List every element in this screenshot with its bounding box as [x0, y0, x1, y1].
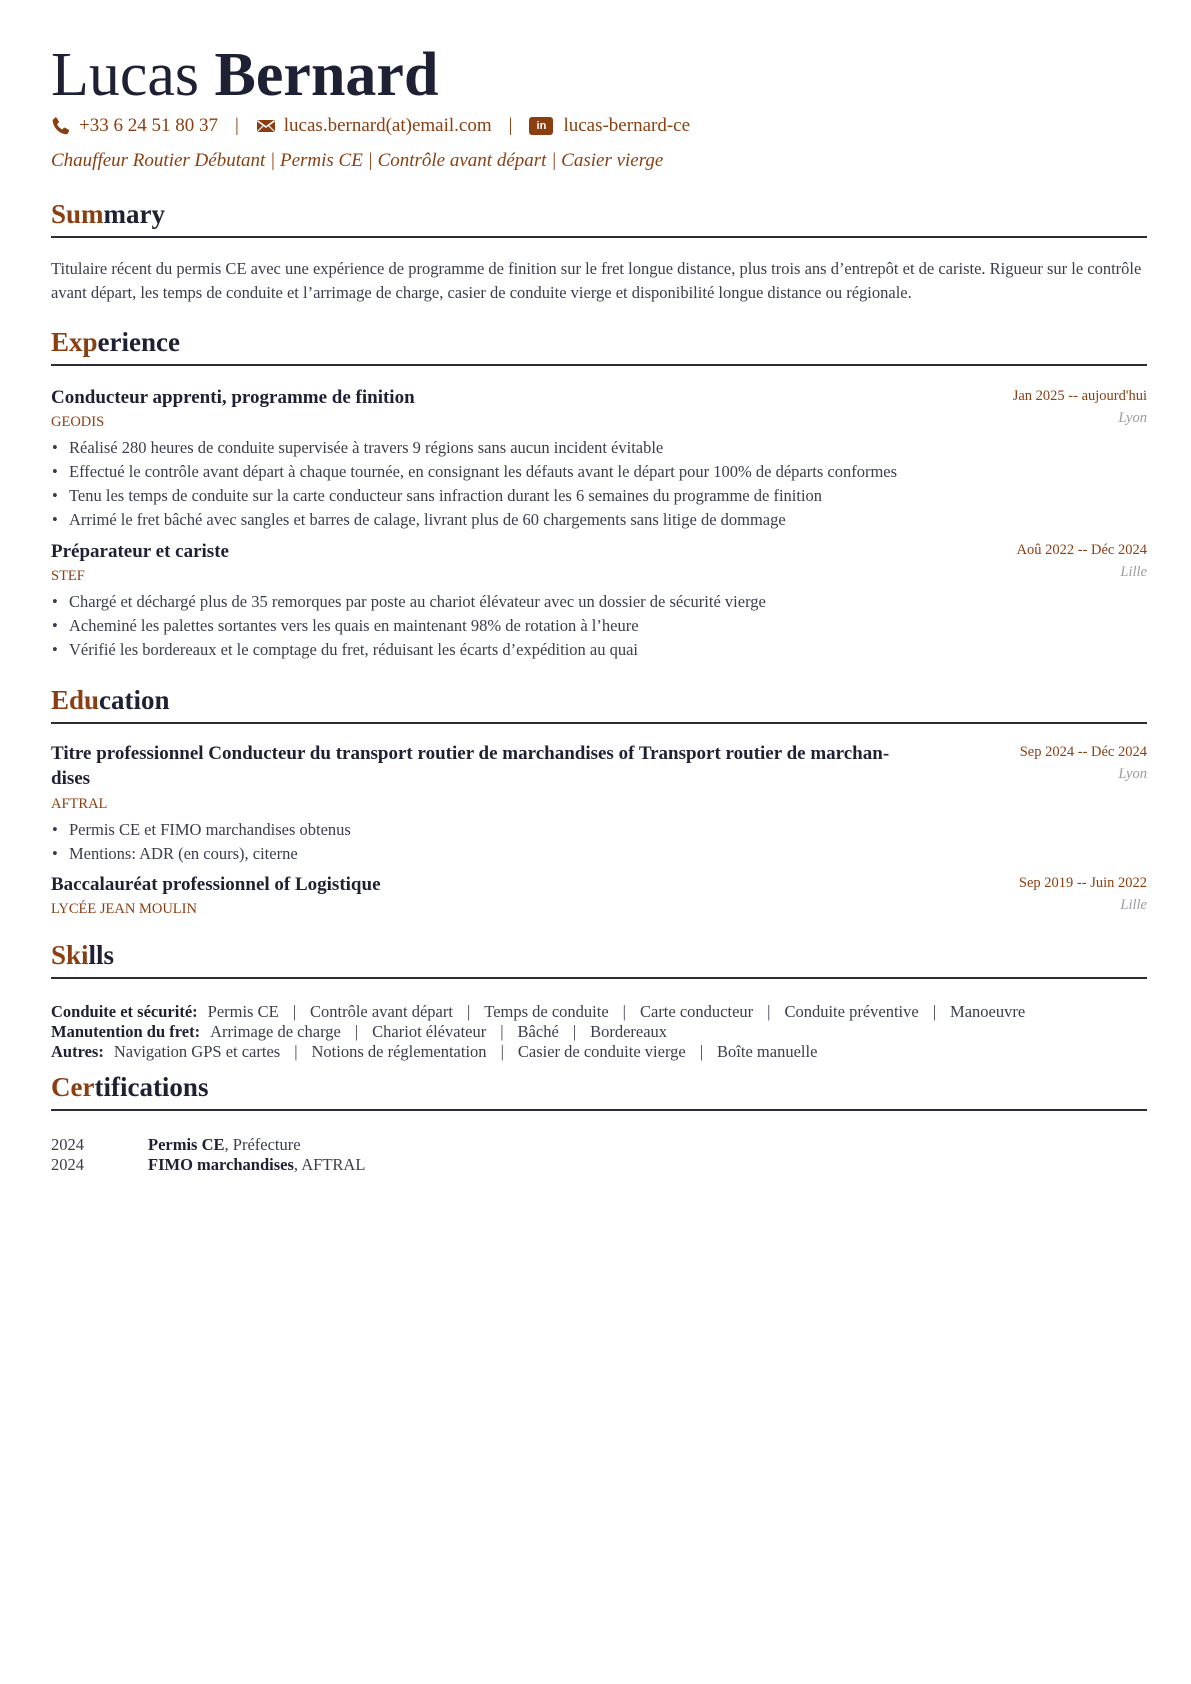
- list-item: • Permis CE et FIMO marchandises obtenus: [51, 818, 1147, 842]
- cert-issuer: , AFTRAL: [293, 1155, 366, 1174]
- skill-item: Boîte manuelle: [717, 1042, 818, 1061]
- email-link[interactable]: lucas.bernard(at)email.com: [283, 115, 492, 136]
- entry-organization: AFTRAL: [51, 796, 108, 812]
- certifications-list: [51, 1135, 1147, 1175]
- skill-item: Contrôle avant départ: [310, 1002, 453, 1021]
- section-title-summary: Summary: [51, 196, 1147, 238]
- entry-header: [51, 872, 1147, 896]
- entry-organization: LYCÉE JEAN MOULIN: [51, 901, 197, 917]
- entry-date: Jan 2025 -- aujourd'hui: [1012, 388, 1147, 404]
- list-item: [51, 1155, 1147, 1175]
- list-item: • Effectué le contrôle avant départ à chaque tournée, en consignant les défauts avant le départ pour 100% de départs conformes: [51, 460, 1147, 484]
- section-title-experience: Experience: [51, 324, 1147, 366]
- education-entry: [51, 872, 1147, 920]
- cert-name: Permis CE: [148, 1135, 225, 1154]
- entry-header: [51, 741, 1147, 791]
- list-item: • Arrimé le fret bâché avec sangles et barres de calage, livrant plus de 60 chargements sans litige de dommage: [51, 508, 1147, 532]
- entry-title: Préparateur et cariste: [51, 541, 229, 562]
- entry-bullets: [51, 436, 1147, 532]
- experience-entry: [51, 385, 1147, 532]
- cert-year: 2024: [51, 1135, 84, 1154]
- contact-line: [51, 112, 690, 140]
- entry-date: Sep 2019 -- Juin 2022: [1018, 875, 1147, 891]
- headline-tagline: Chauffeur Routier Débutant | Permis CE | Contrôle avant départ | Casier vierge: [51, 150, 664, 171]
- skill-item: Carte conducteur: [639, 1002, 754, 1021]
- entry-organization: STEF: [51, 568, 85, 584]
- skill-item: Bâché: [517, 1022, 559, 1041]
- skill-row: Conduite et sécurité: Permis CE | Contrôle avant départ | Temps de conduite | Carte conducteur | Conduite préventive | Manoeuvre: [51, 1002, 1026, 1021]
- list-item: • Mentions: ADR (en cours), citerne: [51, 842, 1147, 866]
- list-item: • Tenu les temps de conduite sur la carte conducteur sans infraction durant les 6 semaines du programme de finition: [51, 484, 1147, 508]
- summary-text: Titulaire récent du permis CE avec une expérience de programme de finition sur le fret longue distance, plus trois ans d’entrepôt et de cariste. Rigueur sur le contrôle avant départ, les temps de conduite et l’arrimage de charge, casier de conduite vierge et disponibilité longue distance ou régionale.: [51, 259, 1142, 302]
- entry-location: Lyon: [1118, 410, 1147, 426]
- linkedin-icon: in: [529, 117, 553, 135]
- last-name: Bernard: [214, 41, 439, 109]
- contact-separator: |: [234, 115, 239, 136]
- section-title-skills: Skills: [51, 937, 1147, 979]
- linkedin-link[interactable]: lucas-bernard-ce: [563, 115, 691, 136]
- cert-name: FIMO marchandises: [148, 1155, 294, 1174]
- list-item: • Réalisé 280 heures de conduite supervisée à travers 9 régions sans aucun incident évitable: [51, 436, 1147, 460]
- list-item: • Vérifié les bordereaux et le comptage du fret, réduisant les écarts d’expédition au quai: [51, 638, 1147, 662]
- entry-organization: GEODIS: [51, 414, 105, 430]
- skill-category-label: Autres:: [51, 1042, 104, 1061]
- skill-item: Manoeuvre: [950, 1002, 1026, 1021]
- entry-bullets: [51, 590, 1147, 662]
- entry-location: Lille: [1120, 564, 1147, 580]
- phone-icon: [51, 116, 71, 136]
- entry-title: Titre professionnel Conducteur du transport routier de marchandises of Transport routier de marchan- dises: [51, 743, 890, 789]
- entry-date: Aoû 2022 -- Déc 2024: [1016, 542, 1147, 558]
- list-item: [51, 1135, 1147, 1155]
- section-title-education: Education: [51, 682, 1147, 724]
- skill-item: Bordereaux: [590, 1022, 668, 1041]
- cert-year: 2024: [51, 1155, 84, 1174]
- skill-item: Conduite préventive: [784, 1002, 919, 1021]
- section-title-certifications: Certifications: [51, 1069, 1147, 1111]
- skill-item: Chariot élévateur: [372, 1022, 487, 1041]
- first-name: Lucas: [51, 41, 200, 109]
- entry-title: Baccalauréat professionnel of Logistique: [51, 874, 381, 895]
- phone-number[interactable]: +33 6 24 51 80 37: [79, 115, 218, 136]
- envelope-icon: [256, 116, 276, 136]
- entry-header: [51, 539, 1147, 563]
- skill-item: Temps de conduite: [484, 1002, 609, 1021]
- skills-list: [51, 1002, 1147, 1062]
- skill-row: Autres: Navigation GPS et cartes | Notions de réglementation | Casier de conduite vierge | Boîte manuelle: [51, 1042, 818, 1061]
- candidate-name: [51, 38, 438, 112]
- entry-location: Lyon: [1118, 766, 1147, 782]
- entry-title: Conducteur apprenti, programme de finition: [51, 387, 415, 408]
- entry-location: Lille: [1120, 897, 1147, 913]
- list-item: • Chargé et déchargé plus de 35 remorques par poste au chariot élévateur avec un dossier de sécurité vierge: [51, 590, 1147, 614]
- entry-bullets: [51, 818, 1147, 866]
- skill-category-label: Manutention du fret:: [51, 1022, 201, 1041]
- cert-issuer: , Préfecture: [224, 1135, 301, 1154]
- skill-row: Manutention du fret: Arrimage de charge | Chariot élévateur | Bâché | Bordereaux: [51, 1022, 668, 1041]
- education-entry: [51, 741, 1147, 866]
- skill-item: Casier de conduite vierge: [517, 1042, 686, 1061]
- skill-category-label: Conduite et sécurité:: [51, 1002, 198, 1021]
- experience-entry: [51, 539, 1147, 662]
- contact-separator: |: [508, 115, 513, 136]
- skill-item: Navigation GPS et cartes: [113, 1042, 281, 1061]
- skill-item: Notions de réglementation: [311, 1042, 487, 1061]
- skill-item: Arrimage de charge: [210, 1022, 341, 1041]
- skill-item: Permis CE: [207, 1002, 279, 1021]
- entry-date: Sep 2024 -- Déc 2024: [1019, 744, 1147, 760]
- list-item: • Acheminé les palettes sortantes vers les quais en maintenant 98% de rotation à l’heure: [51, 614, 1147, 638]
- entry-header: [51, 385, 1147, 409]
